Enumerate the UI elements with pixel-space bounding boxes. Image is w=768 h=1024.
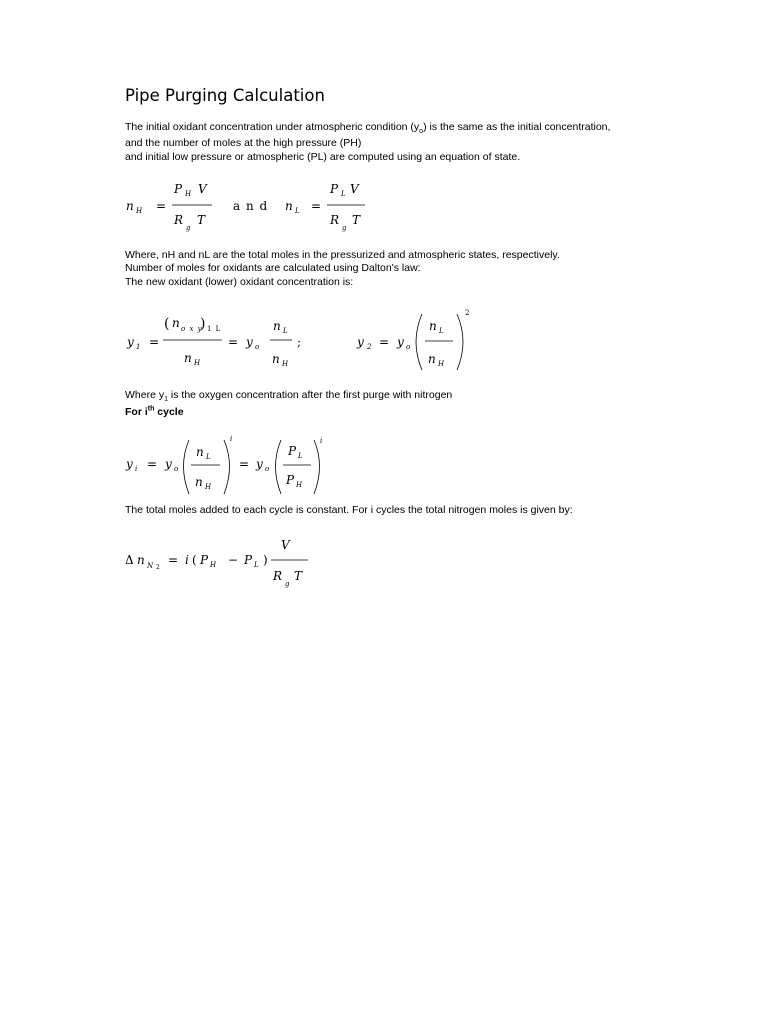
- eq4-T: T: [294, 569, 303, 583]
- eq4-delta: Δ: [125, 553, 134, 567]
- eq4-rparen: ): [263, 553, 268, 567]
- para3-sub: 1: [164, 396, 168, 404]
- intro-line-1-post: ) is the same as the initial concentration,: [423, 121, 611, 133]
- para3-pre: Where y: [125, 389, 165, 401]
- eq1-P-sub-H: H: [185, 190, 192, 198]
- eq1-sub-L: L: [295, 207, 300, 215]
- eq2-equals-2: =: [228, 335, 239, 349]
- eq3-exponent-i-2: i: [320, 437, 323, 445]
- intro-line-1-pre: The initial oxidant concentration under atmospheric condition (y: [125, 121, 420, 133]
- eq4-PH: P: [200, 553, 209, 567]
- eq1-T2: T: [352, 213, 361, 227]
- eq2-nH2: n: [272, 352, 280, 366]
- eq2-equals-3: =: [379, 335, 390, 349]
- eq3-y0-b-sub: o: [265, 465, 270, 473]
- eq1-P2-sub-L: L: [341, 190, 346, 198]
- cycle-heading-pre: For i: [125, 406, 148, 418]
- cycle-heading: [125, 406, 184, 419]
- eq1-R2-sub-g: g: [342, 224, 347, 232]
- eq3-equals-2: =: [239, 457, 250, 471]
- eq4-sub-N: N: [147, 562, 154, 570]
- eq3-nH: n: [195, 475, 203, 489]
- eq4-n: n: [137, 553, 145, 567]
- eq1-P2: P: [330, 182, 339, 196]
- eq2-big-lparen: [416, 314, 422, 370]
- eq4-lparen: (: [192, 553, 197, 567]
- eq3-exponent-i-1: i: [230, 435, 233, 443]
- eq3-y-sub-i: i: [135, 465, 138, 473]
- eq2-big-rparen: [457, 314, 463, 370]
- intro-line-1-sub: o: [419, 128, 424, 136]
- eq2-y2-sub: 2: [367, 343, 372, 351]
- cycle-heading-sup: th: [147, 405, 155, 413]
- eq2-exponent-2: 2: [465, 309, 470, 317]
- eq3-lparen-1: [184, 440, 190, 494]
- eq3-PL: P: [288, 444, 297, 458]
- eq3-lparen-2: [276, 440, 282, 494]
- eq2-rparen: ): [200, 316, 206, 332]
- eq2-nH2-sub: H: [282, 360, 289, 368]
- eq4-PH-sub: H: [210, 561, 217, 569]
- para3-post: is the oxygen concentration after the first purge with nitrogen: [168, 389, 453, 401]
- intro-line-2: and the number of moles at the high pressure (PH): [125, 137, 362, 149]
- eq1-T: T: [197, 213, 206, 227]
- eq3-y: y: [126, 457, 133, 471]
- eq4-V: V: [281, 538, 290, 552]
- para2-line-1: Where, nH and nL are the total moles in the pressurized and atmospheric states, respectively.: [125, 249, 560, 261]
- page-title: Pipe Purging Calculation: [125, 86, 325, 105]
- eq2-y0-b-sub: o: [406, 343, 411, 351]
- eq1-P: P: [174, 182, 183, 196]
- eq2-nH: n: [184, 351, 192, 365]
- eq2-y2: y: [357, 335, 364, 349]
- eq4-minus: −: [228, 553, 239, 567]
- eq2-y-sub-1: 1: [136, 343, 141, 351]
- eq1-V2: V: [350, 182, 359, 196]
- para2-line-2: Number of moles for oxidants are calculated using Dalton's law:: [125, 262, 421, 274]
- eq3-y0: y: [165, 457, 172, 471]
- eq2-nL-b: n: [429, 319, 437, 333]
- eq3-y0-sub: o: [174, 465, 179, 473]
- eq1-and: a n d: [233, 199, 269, 213]
- eq4-PL: P: [244, 553, 253, 567]
- eq2-nH-b-sub: H: [438, 360, 445, 368]
- eq1-nL: n: [285, 199, 293, 213]
- eq2-oxy: o x y: [181, 325, 203, 333]
- eq2-n: n: [172, 316, 180, 330]
- eq4-sub-2: 2: [156, 564, 160, 571]
- eq3-nL: n: [196, 445, 204, 459]
- eq4-i: i: [185, 553, 189, 567]
- eq2-y0-sub: o: [255, 343, 260, 351]
- para3: [125, 389, 452, 402]
- eq2-nL-b-sub: L: [439, 327, 444, 335]
- eq2-equals: =: [149, 335, 160, 349]
- eq2-nH-sub: H: [194, 359, 201, 367]
- eq2-y: y: [127, 335, 134, 349]
- eq3-PH-sub: H: [296, 481, 303, 489]
- eq3-rparen-2: [314, 440, 320, 494]
- intro-line-3: and initial low pressure or atmospheric (PL) are computed using an equation of state.: [125, 151, 521, 163]
- para2-line-3: The new oxidant (lower) oxidant concentration is:: [125, 276, 354, 288]
- para4: The total moles added to each cycle is constant. For i cycles the total nitrogen moles is given by:: [125, 504, 573, 516]
- eq3-nL-sub: L: [206, 453, 211, 461]
- eq2-y0-b: y: [397, 335, 404, 349]
- eq1-equals-2: =: [311, 199, 322, 213]
- eq3-equals: =: [147, 457, 158, 471]
- eq1-equals: =: [156, 199, 167, 213]
- cycle-heading-post: cycle: [154, 406, 184, 418]
- eq1-n: n: [126, 199, 134, 213]
- eq2-y0: y: [246, 335, 253, 349]
- eq4-PL-sub: L: [254, 561, 259, 569]
- eq1-V: V: [198, 182, 207, 196]
- eq4-equals: =: [168, 553, 179, 567]
- eq4-R-sub-g: g: [285, 580, 290, 588]
- eq1-R-sub-g: g: [186, 224, 191, 232]
- eq2-nL-sub: L: [283, 327, 288, 335]
- eq1-R2: R: [330, 213, 340, 227]
- eq3-rparen-1: [224, 440, 230, 494]
- eq1-sub-H: H: [136, 207, 143, 215]
- eq2-lparen: (: [164, 316, 170, 332]
- eq2-nH-b: n: [428, 352, 436, 366]
- eq2-nL: n: [273, 319, 281, 333]
- eq1-R: R: [174, 213, 184, 227]
- eq3-nH-sub: H: [205, 483, 212, 491]
- eq2-sub-1L: 1 L: [207, 325, 222, 333]
- eq2-semicolon: ;: [297, 335, 302, 349]
- eq3-PL-sub: L: [298, 452, 303, 460]
- eq3-PH: P: [286, 473, 295, 487]
- eq3-y0-b: y: [256, 457, 263, 471]
- eq4-R: R: [273, 569, 283, 583]
